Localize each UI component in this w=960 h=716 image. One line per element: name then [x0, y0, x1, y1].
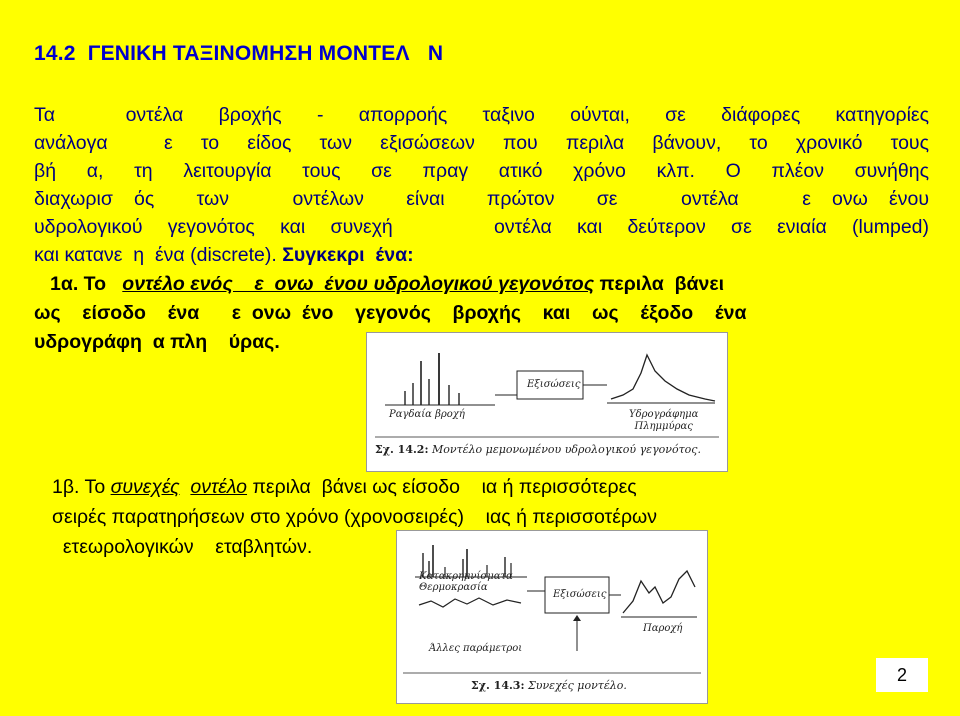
fig1-input-label: Ραγδαία βροχή — [389, 409, 465, 420]
paragraph-line-4: διαχωρισ ός των οντέλων είναι πρώτον σε οντέλα ε ονω ένου — [34, 188, 929, 210]
item-1a-line-2: ως είσοδο ένα ε ονω ένο γεγονός βροχής και ως έξοδο ένα — [34, 302, 747, 324]
fig1-box-label: Εξισώσεις — [527, 379, 581, 390]
figure-continuous-model — [396, 530, 708, 704]
section-heading: 14.2 ΓΕΝΙΚΗ ΤΑΞΙΝΟΜΗΣΗ ΜΟΝΤΕΛ Ν — [34, 42, 444, 65]
figure-event-model — [366, 332, 728, 472]
paragraph-line-5: υδρολογικού γεγονότος και συνεχή οντέλα και δεύτερον σε ενιαία (lumped) — [34, 216, 929, 238]
fig2-input-label: Κατακρημνίσματα Θερμοκρασία — [419, 571, 513, 593]
item-1b-line-1: 1β. Το συνεχές οντέλο περιλα βάνει ως είσοδο ια ή περισσότερες — [52, 476, 637, 498]
paragraph-line-3: βή α, τη λειτουργία τους σε πραγ ατικό χρόνο κλπ. Ο πλέον συνήθης — [34, 160, 929, 182]
paragraph-line-2: ανάλογα ε το είδος των εξισώσεων που περιλα βάνουν, το χρονικό τους — [34, 132, 929, 154]
paragraph-line-1: Τα οντέλα βροχής - απορροής ταξινο ούνται, σε διάφορες κατηγορίες — [34, 104, 929, 126]
item-1a-line-1: 1α. Το οντέλο ενός ε ονω ένου υδρολογικού γεγονότος περιλα βάνει — [50, 273, 725, 295]
fig1-caption: Σχ. 14.2: Μοντέλο μεμονωμένου υδρολογικού γεγονότος. — [375, 443, 701, 456]
figure-continuous-model-diagram — [397, 531, 707, 703]
specific-label: Συγκεκρι ένα: — [282, 244, 414, 266]
paragraph-line-6: και κατανε η ένα (discrete). Συγκεκρι ένα: — [34, 244, 414, 266]
fig2-caption: Σχ. 14.3: Συνεχές μοντέλο. — [471, 679, 627, 692]
fig1-output-label: Υδρογράφημα Πλημμύρας — [629, 409, 699, 432]
fig2-output-label: Παροχή — [643, 623, 683, 634]
fig2-other-label: Άλλες παράμετροι — [429, 643, 523, 654]
item-1a-line-3: υδρογράφη α πλη ύρας. — [34, 331, 280, 353]
page-number: 2 — [876, 658, 928, 692]
item-1b-line-3: ετεωρολογικών εταβλητών. — [52, 536, 313, 558]
fig2-box-label: Εξισώσεις — [553, 589, 607, 600]
item-1b-line-2: σειρές παρατηρήσεων στο χρόνο (χρονοσειρές) ιας ή περισσοτέρων — [52, 506, 658, 528]
